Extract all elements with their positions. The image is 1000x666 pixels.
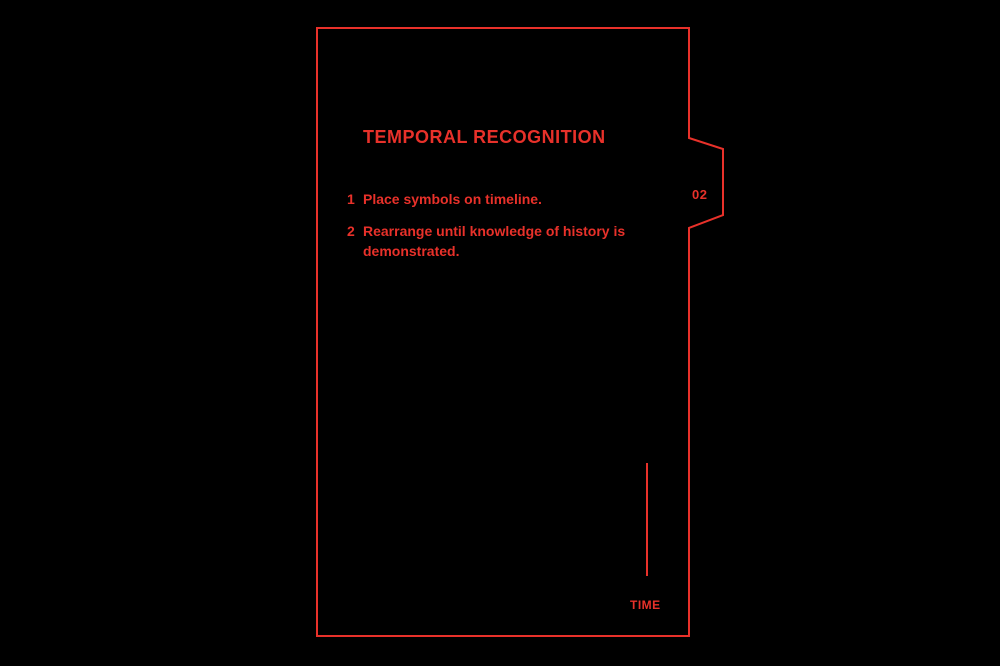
timeline-label: TIME xyxy=(630,598,661,612)
card-border xyxy=(317,28,723,636)
card-title: TEMPORAL RECOGNITION xyxy=(363,127,606,147)
step-text: Rearrange until knowledge of history is demonstrated. xyxy=(363,223,626,259)
step-text: Place symbols on timeline. xyxy=(363,191,542,207)
step-number: 2 xyxy=(347,223,355,239)
step-number: 1 xyxy=(347,191,355,207)
card-tab-number: 02 xyxy=(692,187,708,202)
